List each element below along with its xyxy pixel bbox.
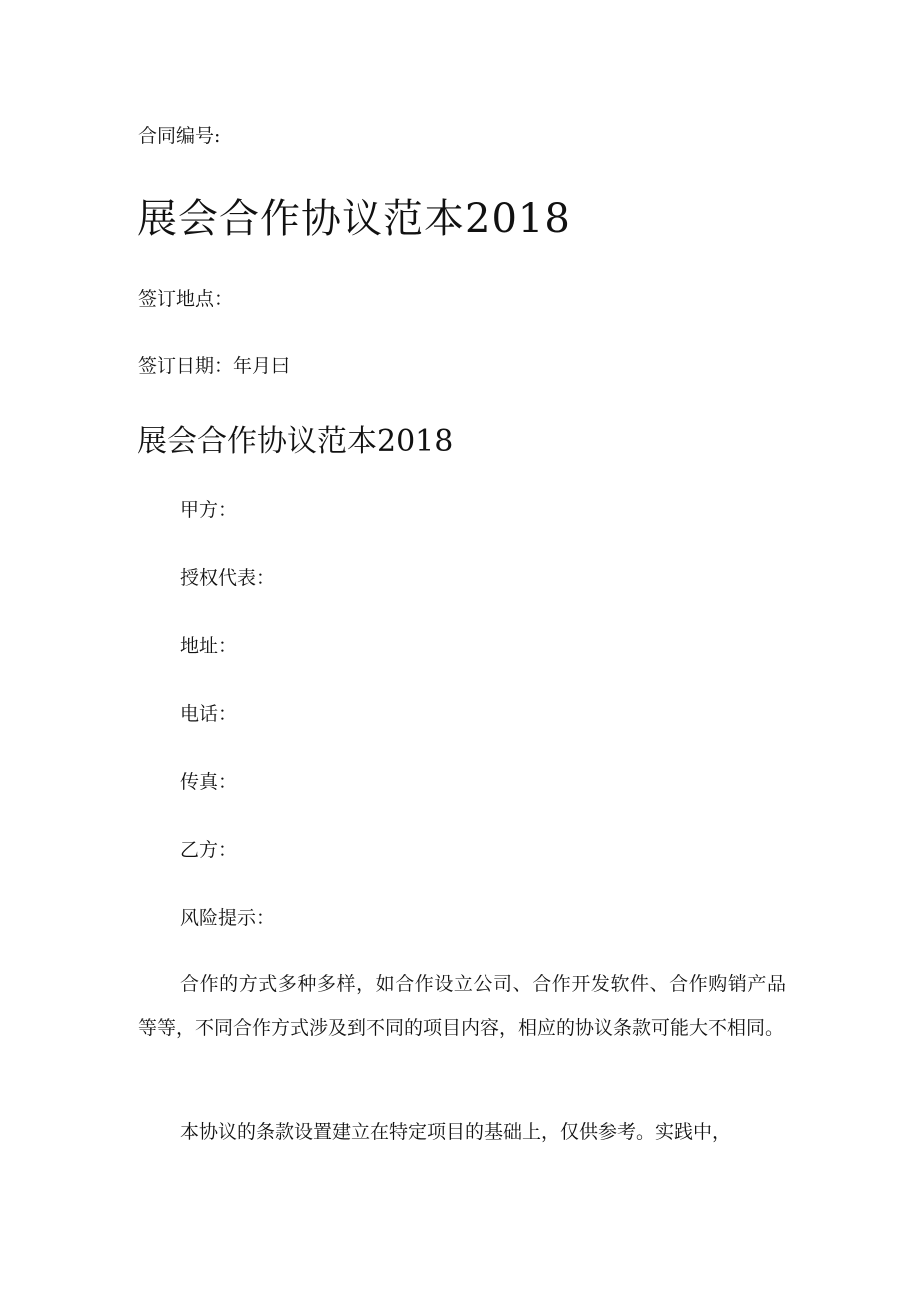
party-b-label: 乙方： xyxy=(180,839,238,861)
sub-title: 展会合作协议范本2018 xyxy=(137,424,454,459)
sign-place-label: 签订地点： xyxy=(138,288,234,310)
authorized-rep-label: 授权代表： xyxy=(180,567,276,589)
phone-label: 电话： xyxy=(180,703,238,725)
main-title: 展会合作协议范本2018 xyxy=(137,196,571,242)
paragraph: 合作的方式多种多样，如合作设立公司、合作开发软件、合作购销产品等等，不同合作方式涉及到不同的项目内容，相应的协议条款可能大不相同。 xyxy=(138,973,786,1039)
address-label: 地址： xyxy=(180,635,238,657)
fax-label: 传真： xyxy=(180,771,238,793)
sign-date-label: 签订日期：年月曰 xyxy=(138,355,291,377)
party-a-label: 甲方： xyxy=(180,499,238,521)
risk-notice-label: 风险提示： xyxy=(180,907,276,929)
paragraph: 本协议的条款设置建立在特定项目的基础上，仅供参考。实践中， xyxy=(180,1121,732,1143)
contract-number-label: 合同编号: xyxy=(138,125,221,147)
